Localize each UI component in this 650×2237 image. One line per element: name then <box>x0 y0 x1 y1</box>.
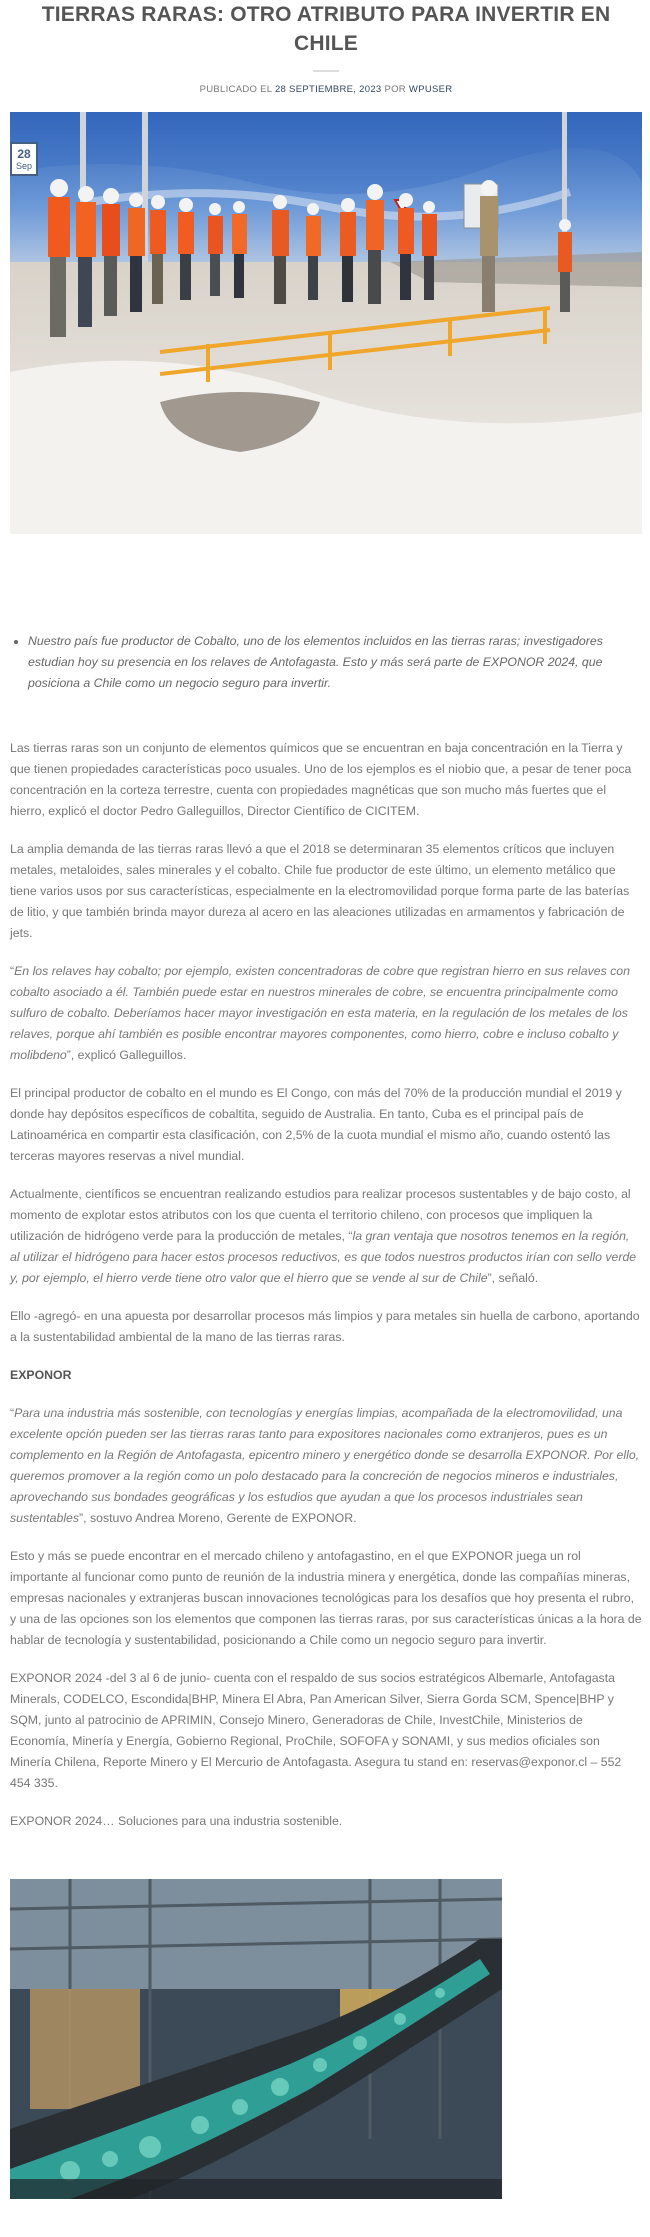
lead-list <box>10 631 642 694</box>
post-date-link[interactable]: 28 SEPTIEMBRE, 2023 <box>274 84 382 95</box>
post-meta <box>10 84 642 95</box>
quote-attribution: ”, sostuvo Andrea Moreno, Gerente de EXPONOR. <box>79 1511 357 1525</box>
badge-day: 28 <box>17 147 31 161</box>
hero-image[interactable] <box>10 112 642 534</box>
paragraph-7 <box>10 1403 642 1529</box>
paragraph-1: Las tierras raras son un conjunto de elementos químicos que se encuentran en baja concentración en la Tierra y que tienen propiedades características poco usuales. Uno de los ejemplos es el niobio que, a pesar de tener poca concentración en la corteza terrestre, cuenta con propiedades magnéticas que son mucho más fuertes que el hierro, explicó el doctor Pedro Galleguillos, Director Científico de CICITEM. <box>10 741 632 818</box>
paragraph-5 <box>10 1184 642 1289</box>
date-badge <box>10 142 38 176</box>
quote-attribution: ”, explicó Galleguillos. <box>66 1048 187 1062</box>
conveyor-belt-photo <box>10 1879 502 2199</box>
meta-prefix: PUBLICADO EL <box>199 84 272 95</box>
quote-attribution: ”, señaló. <box>487 1271 539 1285</box>
paragraph-5-text: Actualmente, científicos se encuentran realizando estudios para realizar procesos sustentables y de bajo costo, al momento de explotar estos atributos con los que cuenta el territorio chileno, con procesos que impliquen la utilización de hidrógeno verde para la producción de metales, “ <box>10 1187 631 1243</box>
quote-hydrogen: la gran ventaja que nosotros tenemos en la región, al utilizar el hidrógeno para hacer estos procesos reductivos, es que todos nuestros productos irían con sello verde y, por ejemplo, el hierro verde tiene otro valor que el hierro que se vende al sur de Chile <box>10 1229 637 1285</box>
group-at-excavation-photo <box>10 112 642 534</box>
paragraph-8: Esto y más se puede encontrar en el mercado chileno y antofagastino, en el que EXPONOR juega un rol importante al funcionar como punto de reunión de la industria minera y energética, donde las compañías mineras, empresas nacionales y extranjeras buscan innovaciones tecnológicas para los desafíos que hoy presenta el rubro, y una de las opciones son los elementos que componen las tierras raras, por sus características únicas a la hora de hablar de tecnología y sustentabilidad, posicionando a Chile como un negocio seguro para invertir. <box>10 1549 642 1647</box>
quote-galleguillos: En los relaves hay cobalto; por ejemplo, existen concentradoras de cobre que registran hierro en sus relaves con cobalto asociado a él. También puede estar en nuestros minerales de cobre, se encuentra principalmente como sulfuro de cobalto. Deberíamos hacer mayor investigación en esta materia, en la regulación de los metales de los relaves, porque ahí también es posible encontrar mayores componentes, como hierro, cobre e incluso cobalto y molibdeno <box>10 964 630 1062</box>
section-heading-exponor: EXPONOR <box>10 1368 72 1382</box>
paragraph-6: Ello -agregó- en una apuesta por desarrollar procesos más limpios y para metales sin huella de carbono, aportando a la sustentabilidad ambiental de la mano de las tierras raras. <box>10 1309 640 1344</box>
lead-bullet: • Nuestro país fue productor de Cobalto, uno de los elementos incluidos en las tierras raras; investigadores estudian hoy su presencia en los relaves de Antofagasta. Esto y más será parte de EXPONOR 2024, que posiciona a Chile como un negocio seguro para invertir. <box>28 631 642 694</box>
article-body <box>10 738 642 1832</box>
page-title: TIERRAS RARAS: OTRO ATRIBUTO PARA INVERTIR EN CHILE <box>41 3 611 55</box>
quote-open: “ <box>10 964 15 978</box>
paragraph-9: EXPONOR 2024 -del 3 al 6 de junio- cuenta con el respaldo de sus socios estratégicos Albemarle, Antofagasta Minerals, CODELCO, Escondida|BHP, Minera El Abra, Pan American Silver, Sierra Gorda SCM, Spence|BHP y SQM, junto al patrocinio de APRIMIN, Consejo Minero, Generadoras de Chile, InvestChile, Ministerios de Economía, Minería y Energía, Gobierno Regional, ProChile, SOFOFA y SONAMI, y sus medios oficiales son Minería Chilena, Reporte Minero y El Mercurio de Antofagasta. Asegura tu stand en: reservas@exponor.cl – 552 454 335. <box>10 1671 622 1790</box>
quote-moreno: Para una industria más sostenible, con tecnologías y energías limpias, acompañada de la electromovilidad, una excelente opción pueden ser las tierras raras tanto para expositores nacionales como extranjeros, pues es un complemento en la Región de Antofagasta, epicentro minero y energético donde se desarrolla EXPONOR. Por ello, queremos promover a la región como un polo destacado para la concreción de negocios mineros e industriales, aprovechando sus bondades geográficas y los estudios que ayudan a que los procesos industriales sean sustentables <box>10 1406 640 1525</box>
author-link[interactable]: WPUSER <box>408 84 453 95</box>
meta-by: POR <box>384 84 406 95</box>
paragraph-10: EXPONOR 2024… Soluciones para una industria sostenible. <box>10 1814 343 1828</box>
conveyor-image[interactable] <box>10 1879 502 2199</box>
badge-month: Sep <box>15 161 32 171</box>
paragraph-3 <box>10 961 642 1066</box>
paragraph-4: El principal productor de cobalto en el mundo es El Congo, con más del 70% de la producción mundial el 2019 y donde hay depósitos específicos de cobaltita, seguido de Australia. En tanto, Cuba es el principal país de Latinoamérica en compartir esta clasificación, con 2,5% de la cuota mundial el mismo año, cuando ostentó las terceras mayores reservas a nivel mundial. <box>10 1086 622 1163</box>
quote-open: “ <box>10 1406 15 1420</box>
paragraph-2: La amplia demanda de las tierras raras llevó a que el 2018 se determinaran 35 elementos críticos que incluyen metales, metaloides, sales minerales y el cobalto. Chile fue productor de este último, un elemento metálico que tiene varios usos por sus características, especialmente en la electromovilidad porque forma parte de las baterías de litio, y que también brinda mayor dureza al acero en las aleaciones utilizadas en armamentos y fabricación de jets. <box>10 842 630 940</box>
article <box>10 0 642 2199</box>
title-divider <box>313 70 339 72</box>
